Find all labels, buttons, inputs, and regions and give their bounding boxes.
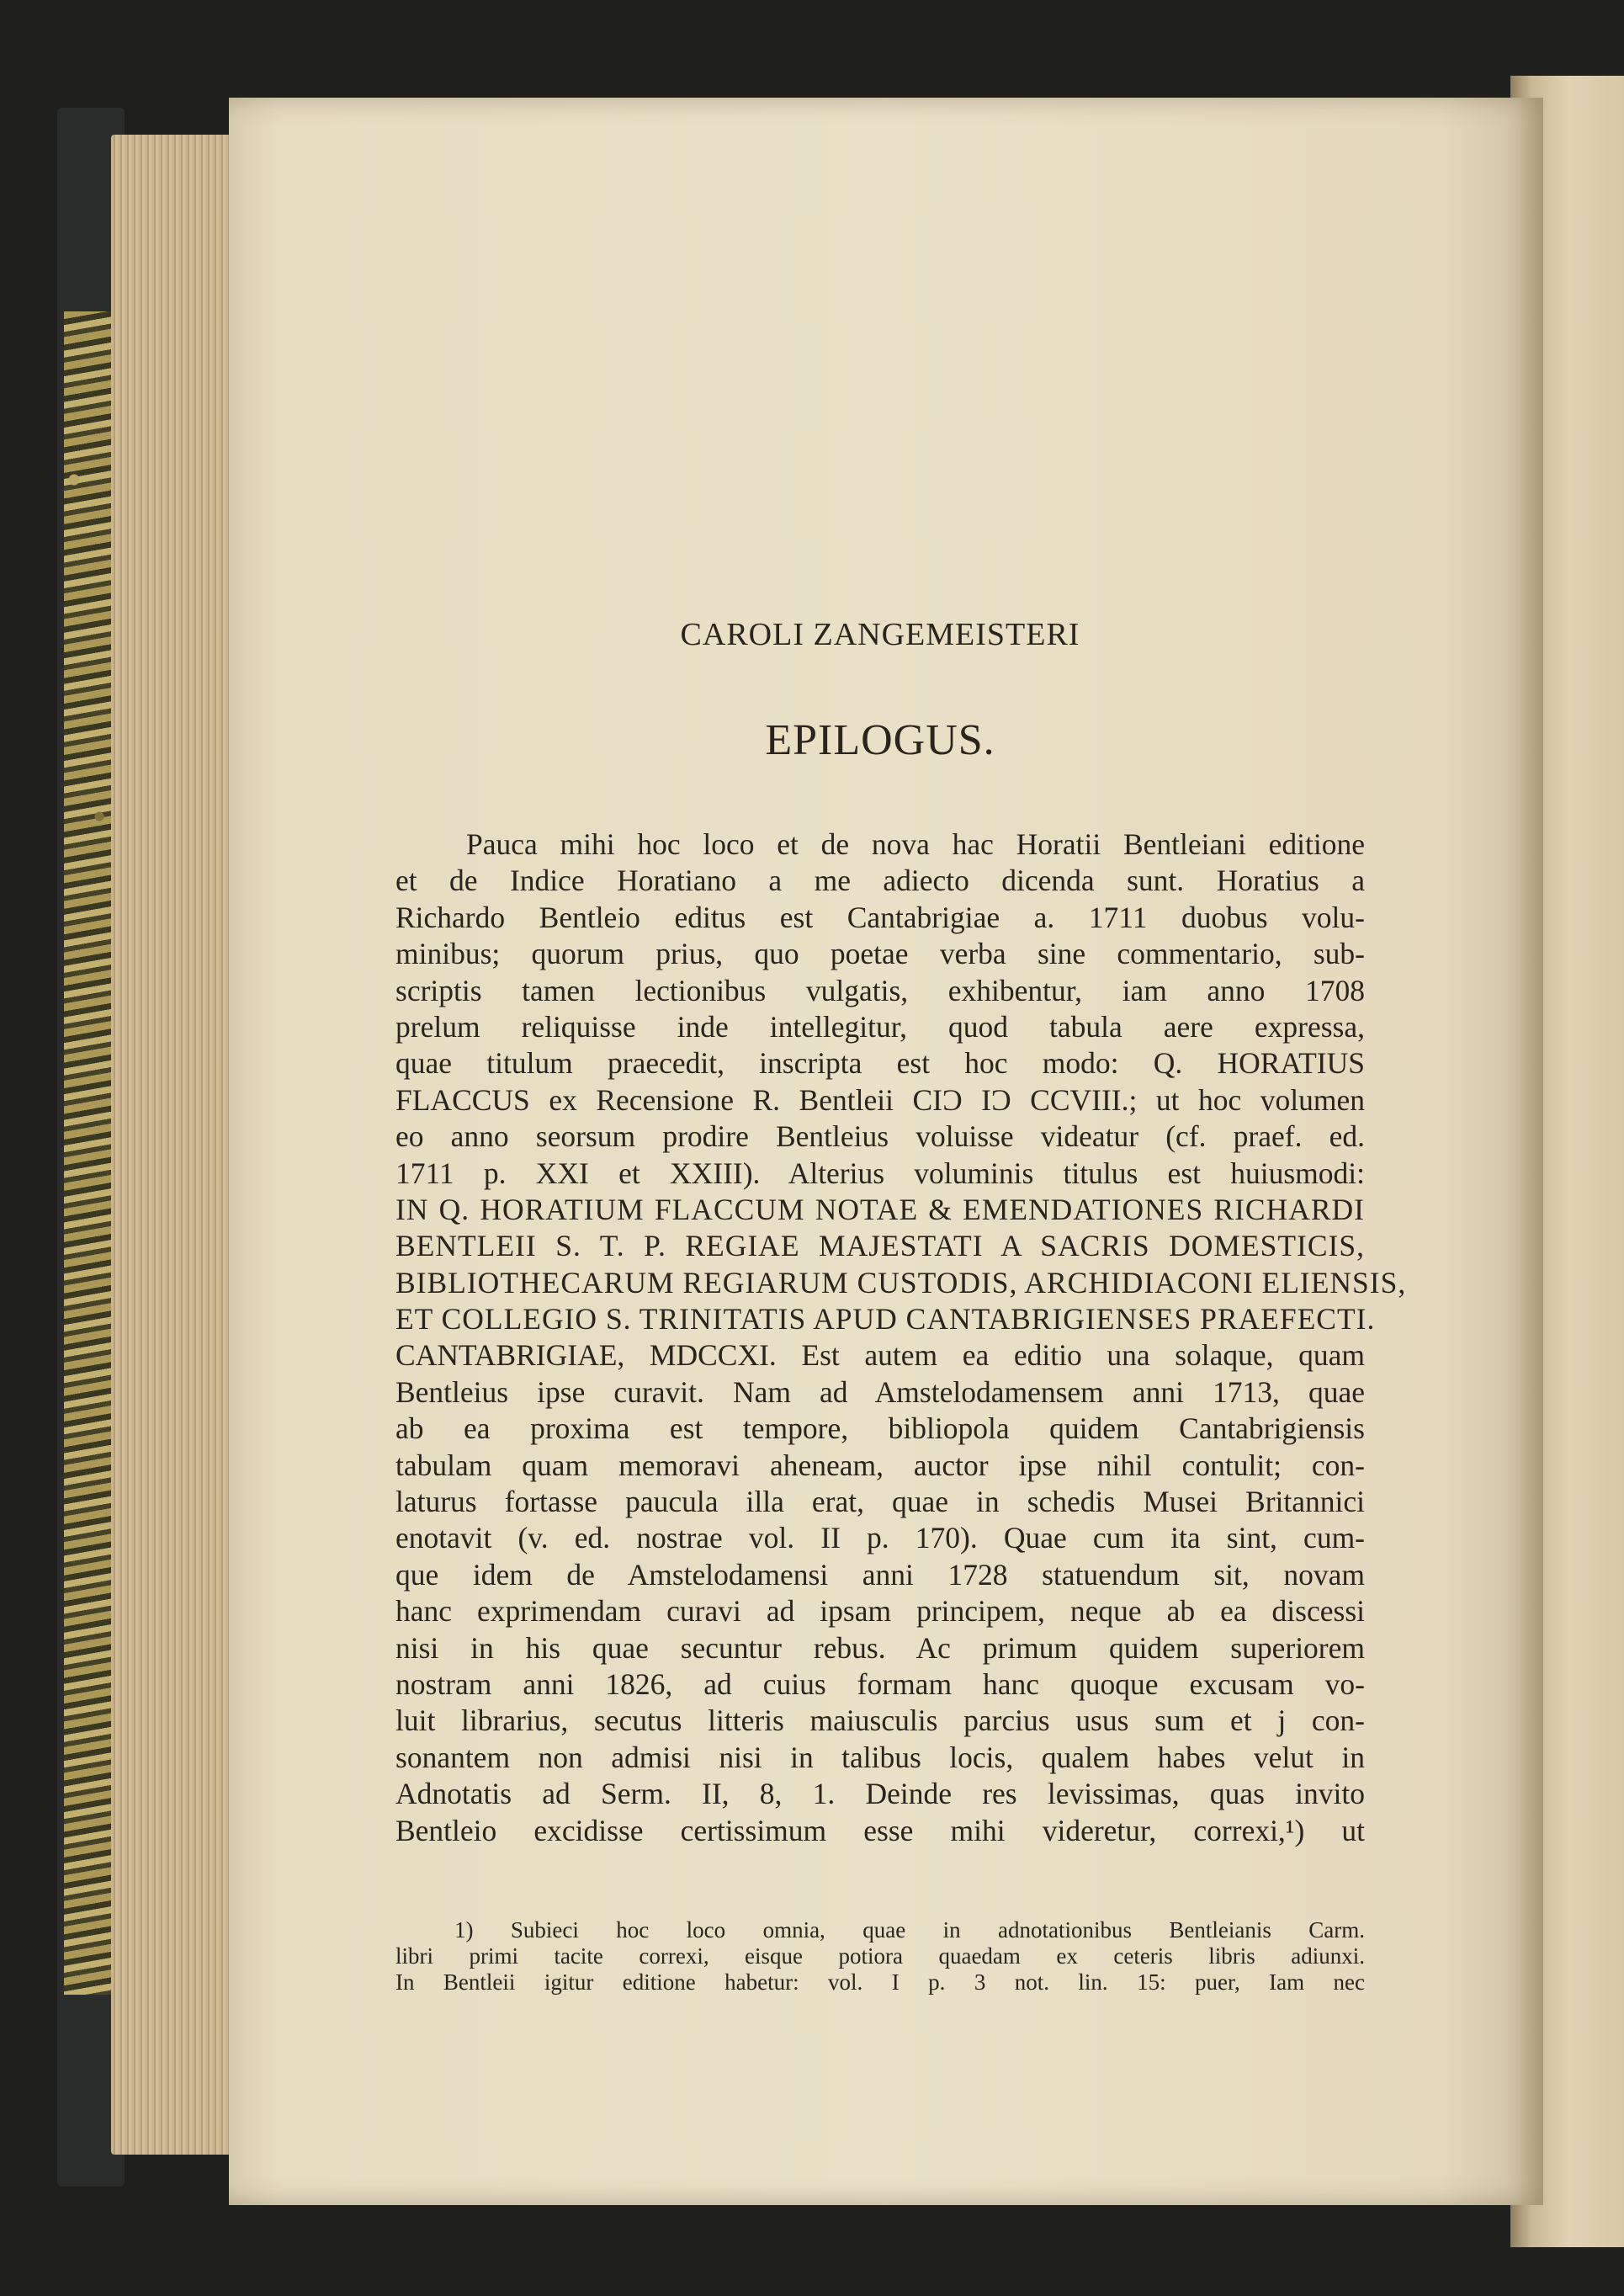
text-line: Pauca mihi hoc loco et de nova hac Horatii Bentleiani editione	[466, 827, 1365, 861]
text-line: ab ea proxima est tempore, bibliopola quidem Cantabrigiensis	[395, 1411, 1365, 1446]
text-line: ET COLLEGIO S. TRINITATIS APUD CANTABRIGIENSES PRAEFECTI.	[395, 1302, 1376, 1337]
text-line: minibus; quorum prius, quo poetae verba sine commentario, sub-	[395, 937, 1365, 971]
running-head: CAROLI ZANGEMEISTERI	[680, 617, 1080, 652]
text-line: scriptis tamen lectionibus vulgatis, exhibentur, iam anno 1708	[395, 973, 1365, 1007]
text-line: sonantem non admisi nisi in talibus locis, qualem habes velut in	[395, 1740, 1365, 1774]
text-line: et de Indice Horatiano a me adiecto dicenda sunt. Horatius a	[395, 864, 1365, 898]
footnote-line: libri primi tacite correxi, eisque potiora quaedam ex ceteris libris adiunxi.	[395, 1943, 1365, 1969]
text-line: tabulam quam memoravi aheneam, auctor ipse nihil contulit; con-	[395, 1448, 1365, 1482]
page-edges	[111, 135, 229, 2155]
text-line: Bentleio excidisse certissimum esse mihi videretur, correxi,¹) ut	[395, 1813, 1365, 1847]
text-line: Bentleius ipse curavit. Nam ad Amstelodamensem anni 1713, quae	[395, 1374, 1365, 1409]
text-line: Adnotatis ad Serm. II, 8, 1. Deinde res levissimas, quas invito	[395, 1777, 1365, 1811]
footnote-line: 1) Subieci hoc loco omnia, quae in adnotationibus Bentleianis Carm.	[454, 1917, 1365, 1943]
text-line: luit librarius, secutus litteris maiusculis parcius usus sum et j con-	[395, 1703, 1365, 1738]
text-line: laturus fortasse paucula illa erat, quae in schedis Musei Britannici	[395, 1485, 1365, 1519]
text-line: Richardo Bentleio editus est Cantabrigiae a. 1711 duobus volu-	[395, 900, 1365, 934]
text-line: BENTLEII S. T. P. REGIAE MAJESTATI A SACRIS DOMESTICIS,	[395, 1229, 1365, 1263]
text-line: CANTABRIGIAE, MDCCXI. Est autem ea editio una solaque, quam	[395, 1338, 1365, 1373]
page-title: EPILOGUS.	[765, 716, 995, 764]
text-line: eo anno seorsum prodire Bentleius voluisse videatur (cf. praef. ed.	[395, 1119, 1365, 1154]
text-line: BIBLIOTHECARUM REGIARUM CUSTODIS, ARCHIDIACONI ELIENSIS,	[395, 1265, 1407, 1299]
footnote-line: In Bentleii igitur editione habetur: vol. I p. 3 not. lin. 15: puer, Iam nec	[395, 1969, 1365, 1995]
text-line: IN Q. HORATIUM FLACCUM NOTAE & EMENDATIONES RICHARDI	[395, 1192, 1365, 1226]
footnote	[395, 1917, 1365, 1996]
marbled-edge	[64, 311, 114, 1995]
text-line: quae titulum praecedit, inscripta est hoc modo: Q. HORATIUS	[395, 1046, 1365, 1081]
text-line: nisi in his quae secuntur rebus. Ac primum quidem superiorem	[395, 1630, 1365, 1665]
text-line: 1711 p. XXI et XXIII). Alterius voluminis titulus est huiusmodi:	[395, 1156, 1365, 1190]
body-text	[395, 826, 1407, 1849]
text-line: prelum reliquisse inde intellegitur, quod tabula aere expressa,	[395, 1009, 1365, 1044]
text-line: nostram anni 1826, ad cuius formam hanc quoque excusam vo-	[395, 1666, 1365, 1701]
text-line: enotavit (v. ed. nostrae vol. II p. 170). Quae cum ita sint, cum-	[395, 1521, 1365, 1555]
text-line: que idem de Amstelodamensi anni 1728 statuendum sit, novam	[395, 1557, 1365, 1592]
text-line: FLACCUS ex Recensione R. Bentleii CIƆ IƆ CCVIII.; ut hoc volumen	[395, 1082, 1365, 1117]
text-line: hanc exprimendam curavi ad ipsam principem, neque ab ea discessi	[395, 1594, 1365, 1629]
